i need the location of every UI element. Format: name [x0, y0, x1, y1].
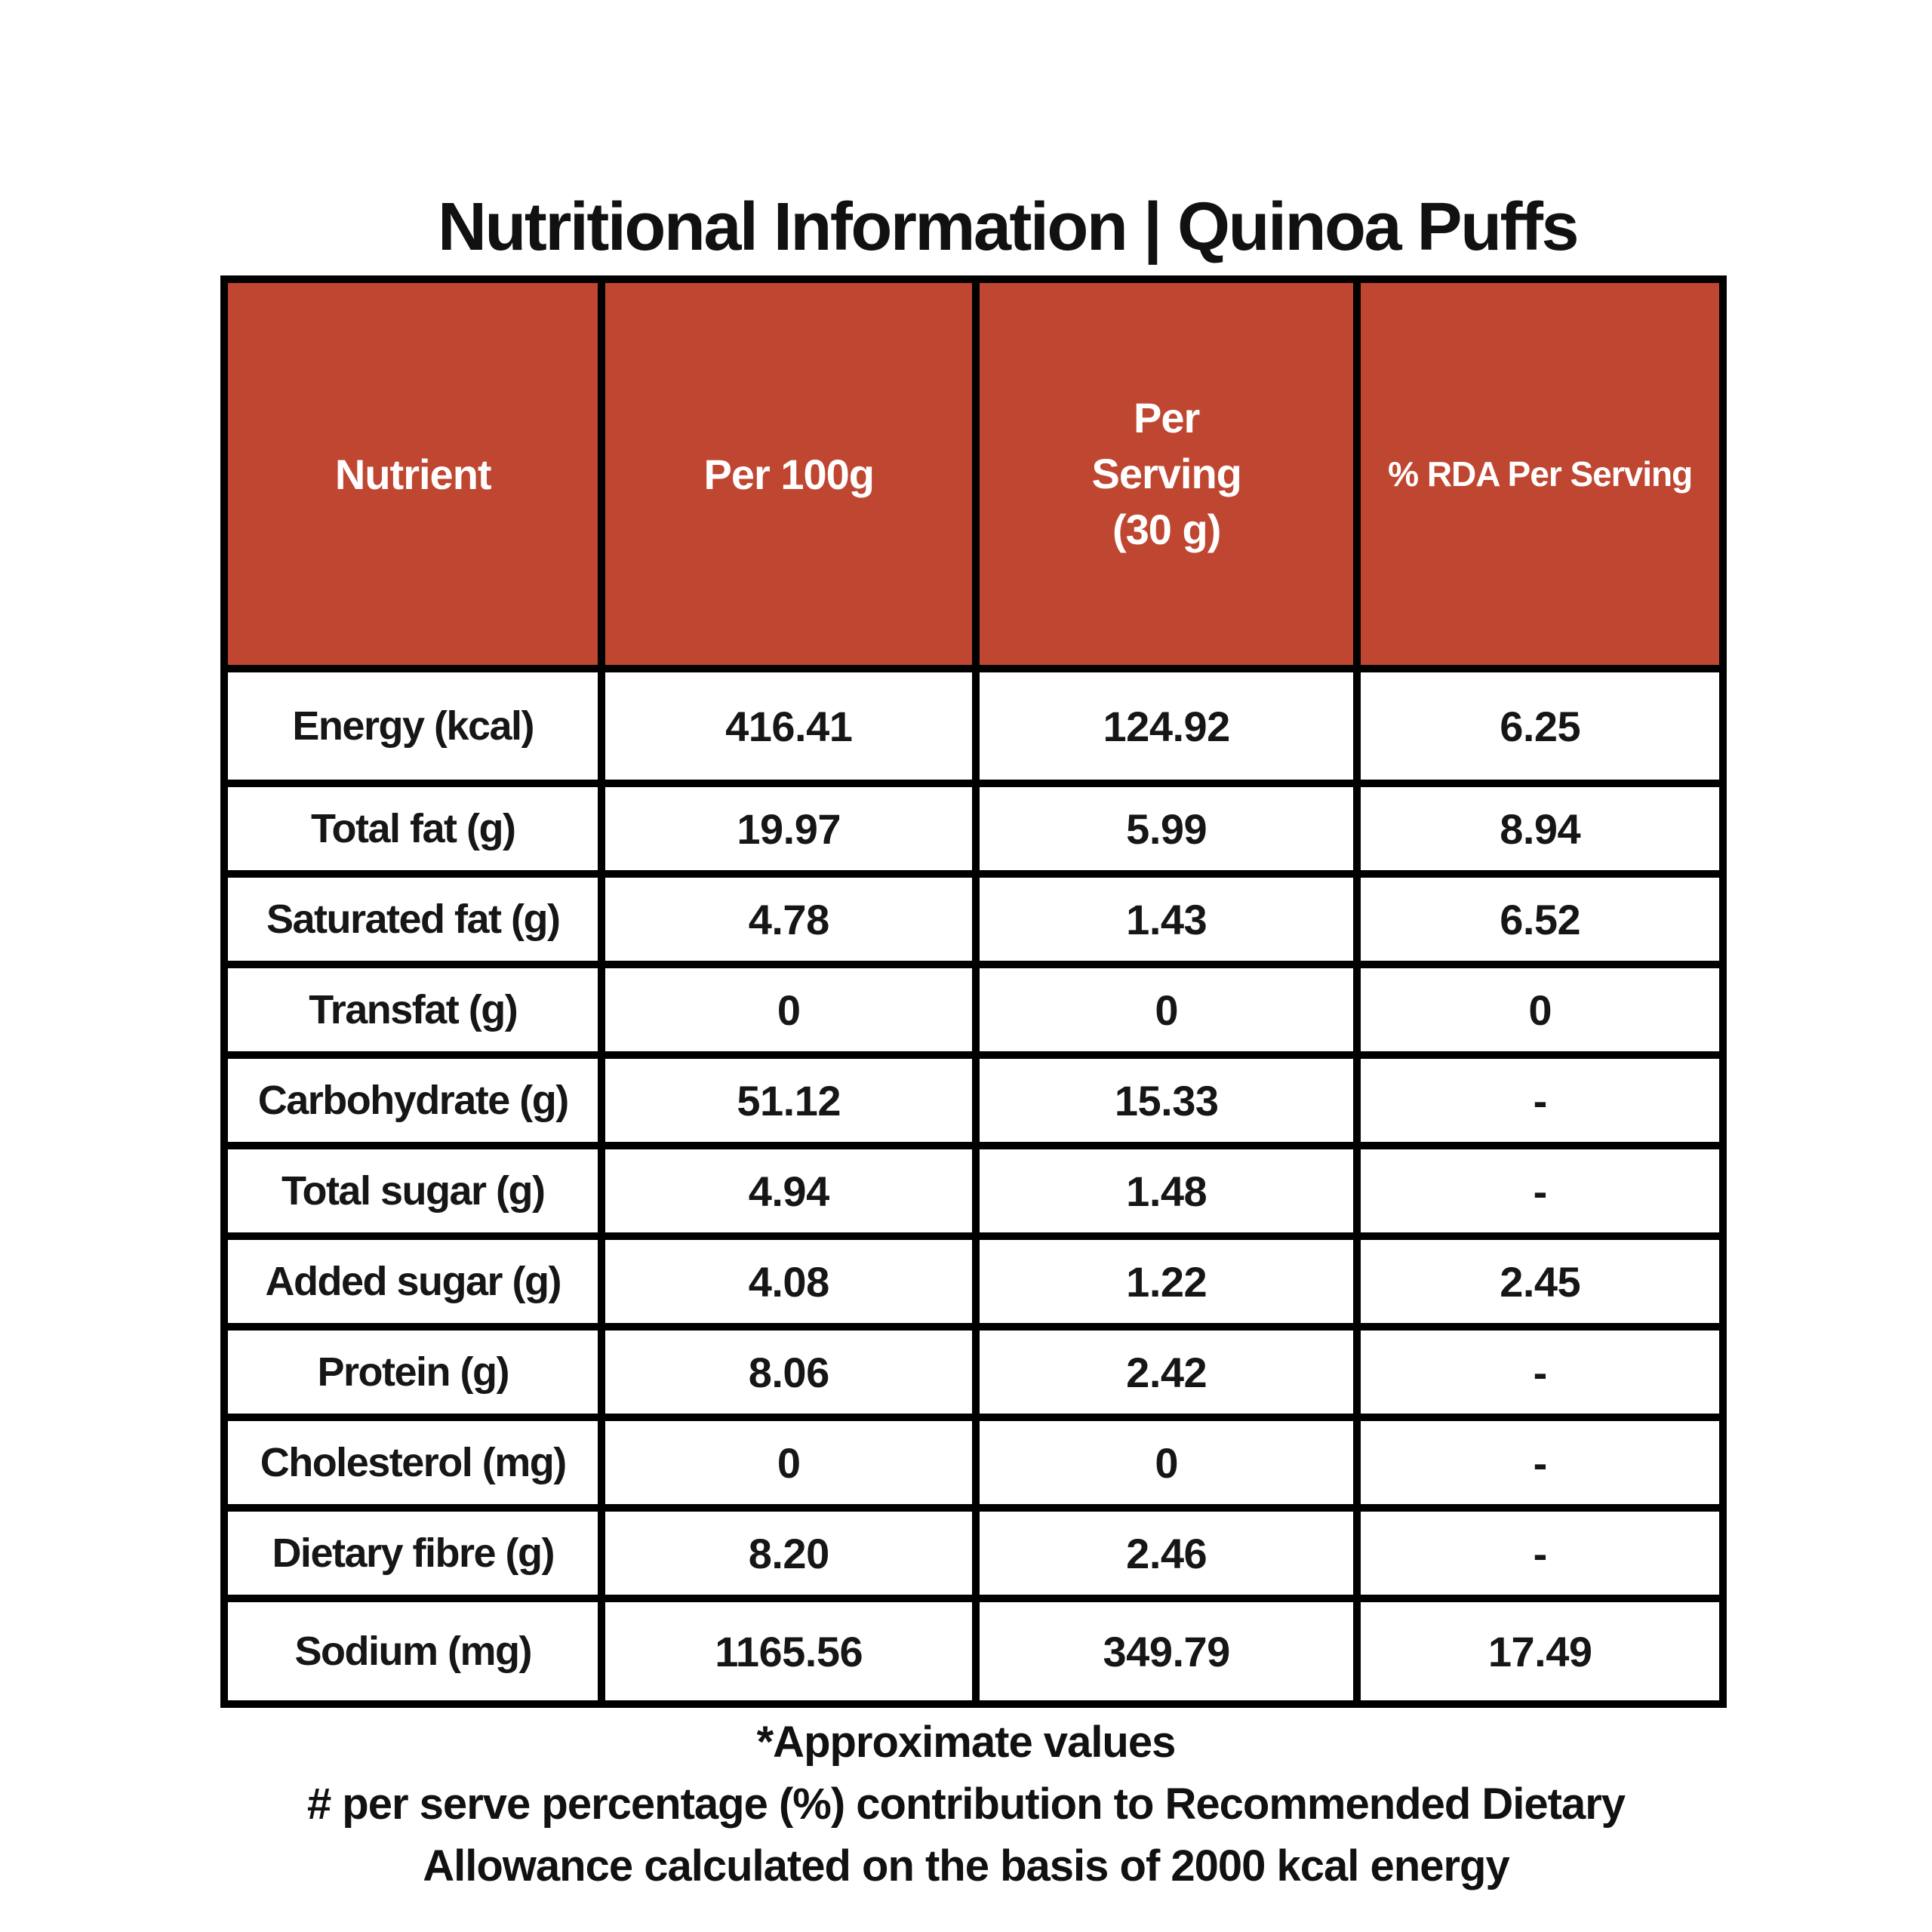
per-100g-cell: 0	[601, 1417, 976, 1508]
rda-cell: 8.94	[1357, 783, 1723, 874]
per-100g-cell: 416.41	[601, 669, 976, 783]
nutrient-name-cell: Added sugar (g)	[224, 1236, 601, 1327]
rda-cell: 0	[1357, 964, 1723, 1055]
per-serving-cell: 15.33	[976, 1055, 1357, 1146]
rda-cell: 6.52	[1357, 874, 1723, 964]
header-per-100g: Per 100g	[601, 279, 976, 669]
per-100g-cell: 51.12	[601, 1055, 976, 1146]
table-row	[224, 1055, 1723, 1146]
table-row	[224, 1146, 1723, 1236]
nutrient-name-cell: Transfat (g)	[224, 964, 601, 1055]
per-serving-cell: 1.48	[976, 1146, 1357, 1236]
nutrient-name-cell: Total sugar (g)	[224, 1146, 601, 1236]
header-nutrient: Nutrient	[224, 279, 601, 669]
table-header	[224, 279, 1723, 669]
table-row	[224, 1598, 1723, 1704]
nutrient-name-cell: Sodium (mg)	[224, 1598, 601, 1704]
per-serving-cell: 0	[976, 1417, 1357, 1508]
per-100g-cell: 4.08	[601, 1236, 976, 1327]
per-100g-cell: 8.06	[601, 1327, 976, 1417]
table-body	[224, 669, 1723, 1704]
header-per-serving-line-1: Per	[1134, 394, 1200, 442]
nutrient-name-cell: Saturated fat (g)	[224, 874, 601, 964]
rda-cell: -	[1357, 1417, 1723, 1508]
rda-cell: 17.49	[1357, 1598, 1723, 1704]
nutrition-table	[220, 275, 1727, 1708]
table-row	[224, 1327, 1723, 1417]
table-row	[224, 1236, 1723, 1327]
per-100g-cell: 4.94	[601, 1146, 976, 1236]
header-per-serving-line-2: Serving	[1091, 450, 1241, 498]
nutrient-name-cell: Cholesterol (mg)	[224, 1417, 601, 1508]
nutrient-name-cell: Protein (g)	[224, 1327, 601, 1417]
per-100g-cell: 0	[601, 964, 976, 1055]
per-serving-cell: 349.79	[976, 1598, 1357, 1704]
rda-cell: -	[1357, 1055, 1723, 1146]
footnote-approximate-values: *Approximate values	[756, 1718, 1176, 1767]
per-serving-cell: 5.99	[976, 783, 1357, 874]
per-serving-cell: 0	[976, 964, 1357, 1055]
per-serving-cell: 2.42	[976, 1327, 1357, 1417]
per-100g-cell: 19.97	[601, 783, 976, 874]
rda-cell: 6.25	[1357, 669, 1723, 783]
nutrient-name-cell: Energy (kcal)	[224, 669, 601, 783]
rda-cell: 2.45	[1357, 1236, 1723, 1327]
header-rda-per-serving: % RDA Per Serving	[1357, 279, 1723, 669]
table-row	[224, 874, 1723, 964]
header-per-serving-line-3: (30 g)	[1112, 505, 1221, 553]
table-row	[224, 1508, 1723, 1598]
footnotes	[0, 1712, 1932, 1897]
per-100g-cell: 4.78	[601, 874, 976, 964]
rda-cell: -	[1357, 1508, 1723, 1598]
rda-cell: -	[1357, 1146, 1723, 1236]
per-serving-cell: 2.46	[976, 1508, 1357, 1598]
per-serving-cell: 1.43	[976, 874, 1357, 964]
table-row	[224, 783, 1723, 874]
nutrient-name-cell: Dietary fibre (g)	[224, 1508, 601, 1598]
per-100g-cell: 1165.56	[601, 1598, 976, 1704]
page-title: Nutritional Information | Quinoa Puffs	[437, 189, 1578, 265]
table-row	[224, 1417, 1723, 1508]
rda-cell: -	[1357, 1327, 1723, 1417]
per-100g-cell: 8.20	[601, 1508, 976, 1598]
per-serving-cell: 124.92	[976, 669, 1357, 783]
nutrient-name-cell: Carbohydrate (g)	[224, 1055, 601, 1146]
table-row	[224, 669, 1723, 783]
header-row	[224, 279, 1723, 669]
nutrient-name-cell: Total fat (g)	[224, 783, 601, 874]
header-per-serving	[976, 279, 1357, 669]
footnote-rda-line-2: Allowance calculated on the basis of 2000 kcal energy	[423, 1841, 1509, 1890]
table-row	[224, 964, 1723, 1055]
footnote-rda-line-1: # per serve percentage (%) contribution to Recommended Dietary	[306, 1780, 1626, 1829]
per-serving-cell: 1.22	[976, 1236, 1357, 1327]
